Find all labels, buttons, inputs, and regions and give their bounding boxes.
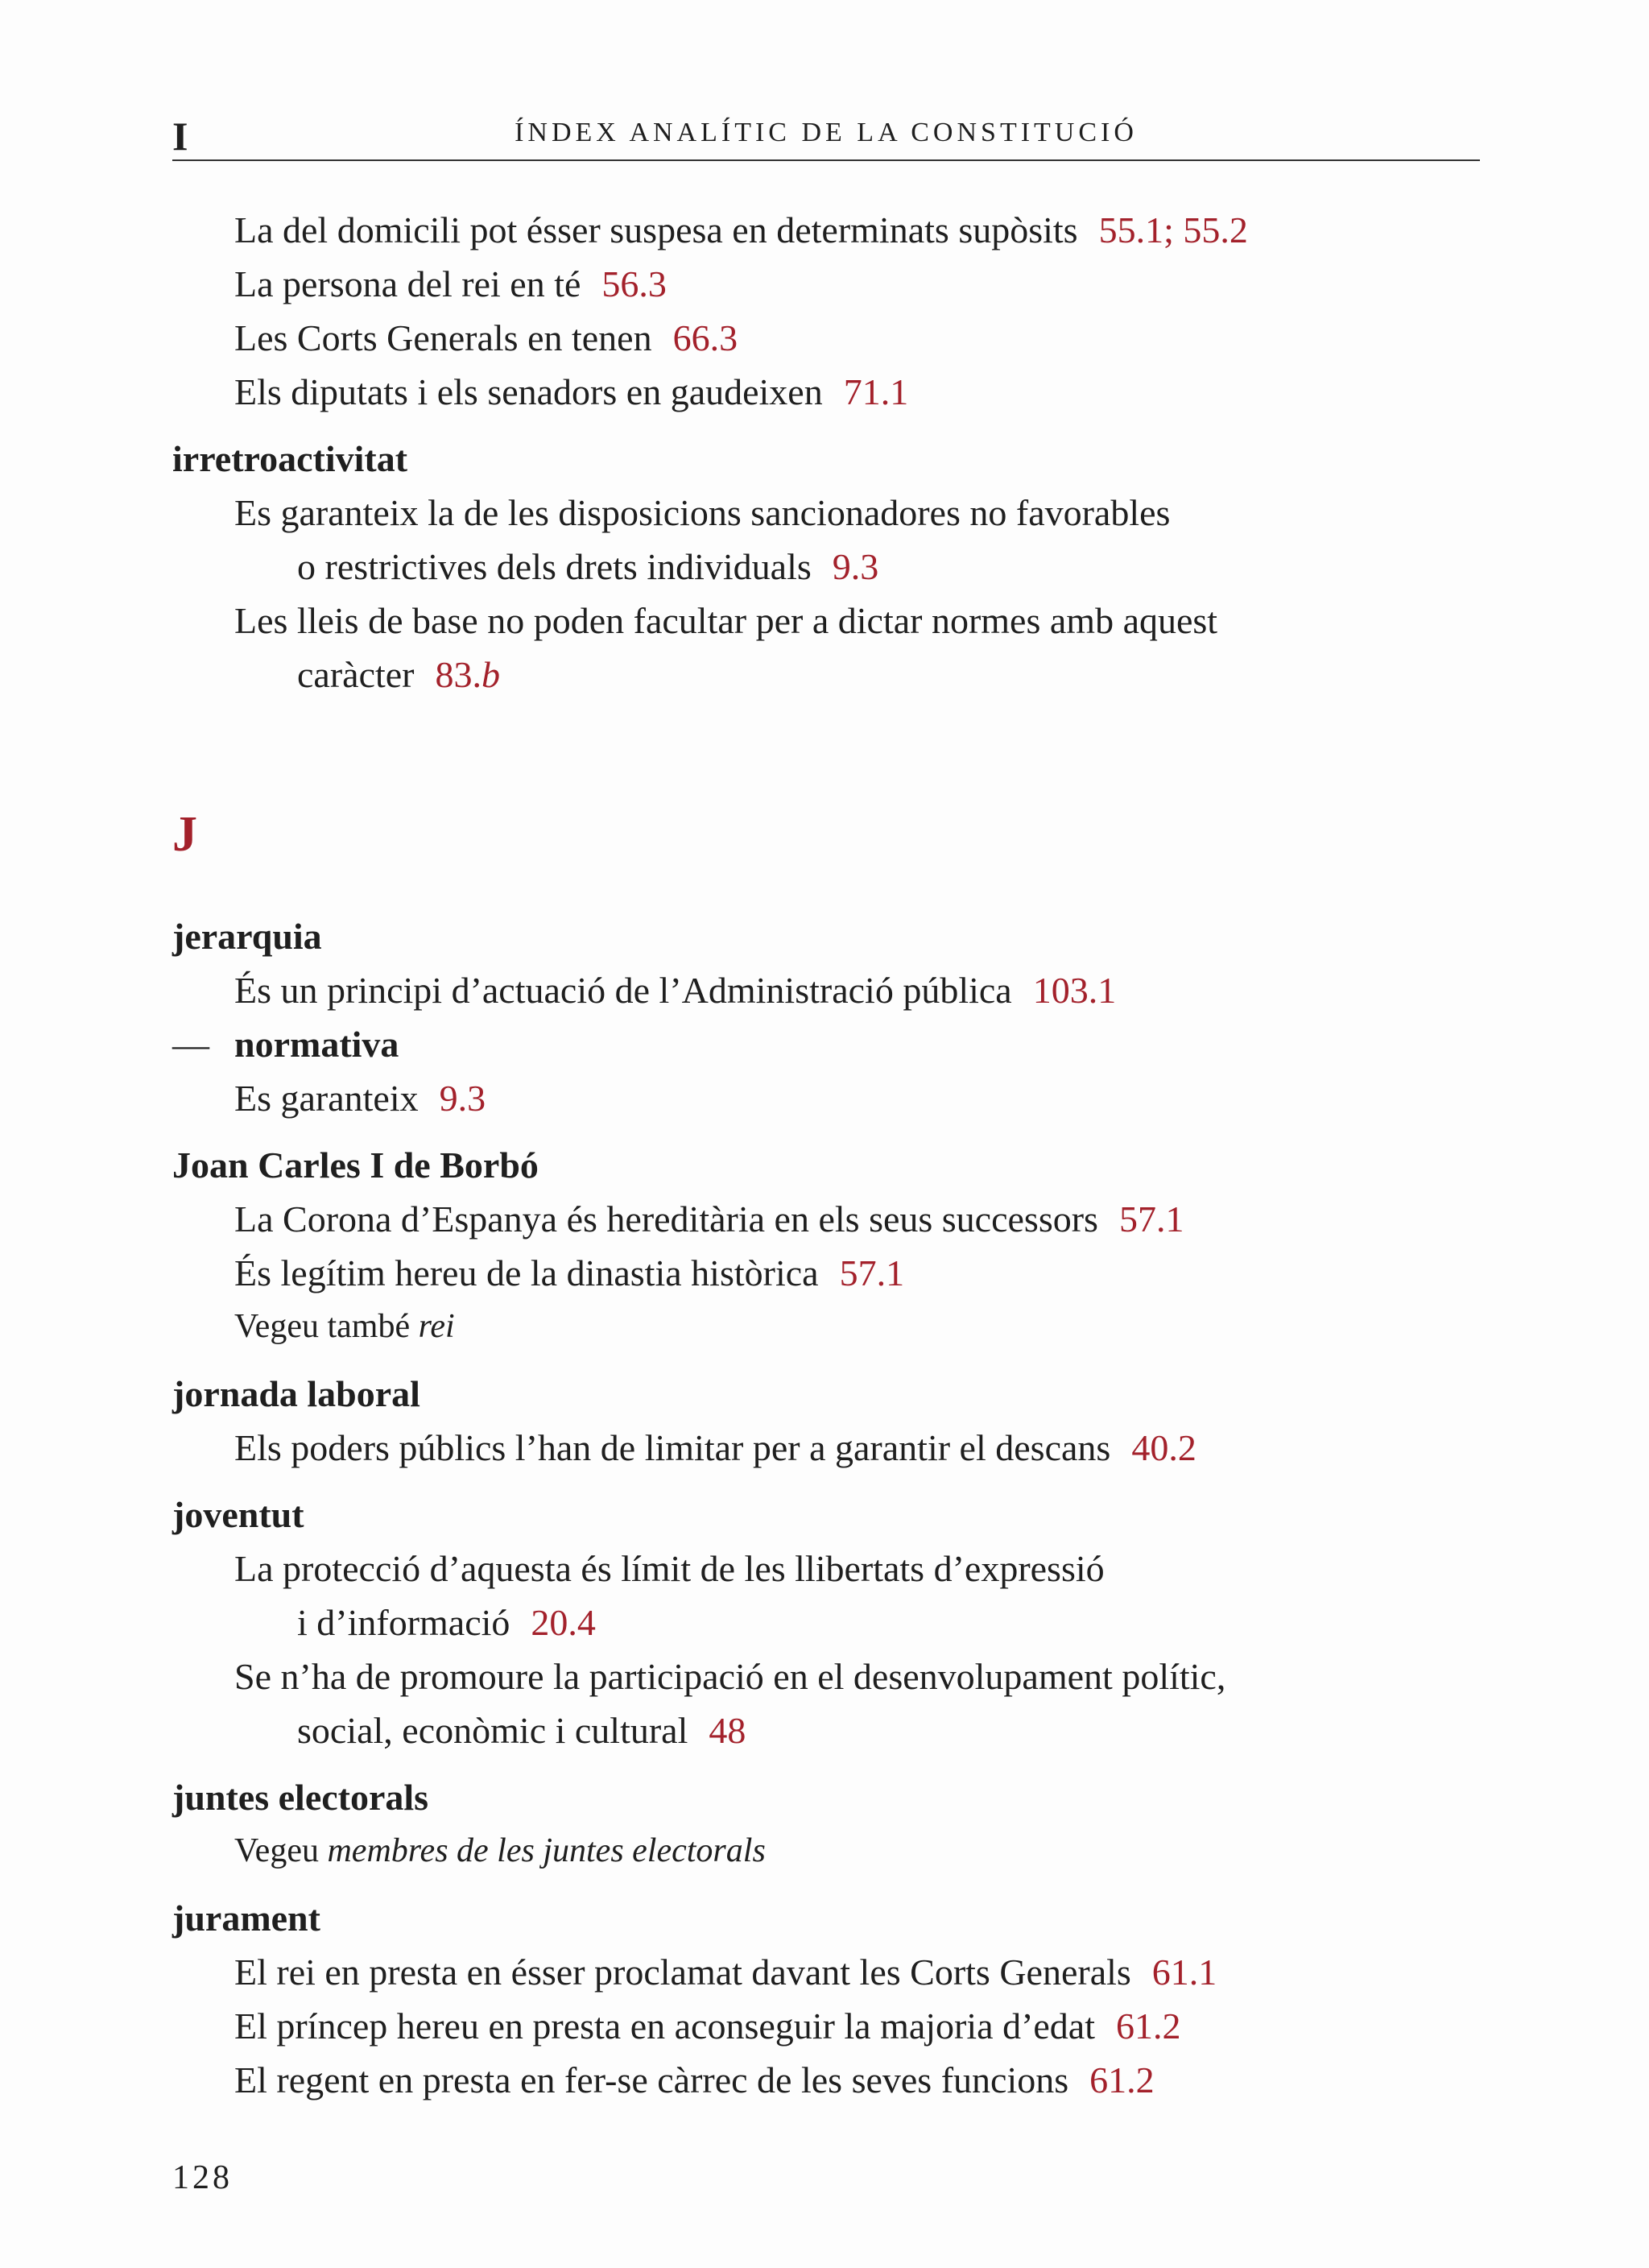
see-also — [172, 1300, 1480, 1354]
index-line — [172, 1246, 1480, 1300]
subentry-dash: — — [172, 1024, 209, 1065]
article-ref: 9.3 — [832, 546, 879, 587]
article-ref: 57.1 — [839, 1252, 905, 1293]
index-line-text: El príncep hereu en presta en aconseguir la majoria d’edat — [234, 2005, 1096, 2047]
index-line — [172, 1999, 1480, 2053]
index-line — [172, 963, 1480, 1017]
article-ref — [436, 654, 501, 695]
index-line: La protecció d’aquesta és límit de les llibertats d’expressió — [234, 1548, 1105, 1589]
index-line-text: Es garanteix — [234, 1078, 419, 1119]
entry-term: irretroactivitat — [172, 438, 408, 479]
index-line-text: i d’informació — [297, 1602, 510, 1643]
article-ref: 9.3 — [439, 1078, 486, 1119]
see-also — [172, 1824, 1480, 1878]
entry-term: juntes electorals — [172, 1777, 429, 1818]
index-line-text: El regent en presta en fer-se càrrec de les seves funcions — [234, 2059, 1069, 2100]
index-line: Se n’ha de promoure la participació en el desenvolupament polític, — [234, 1656, 1226, 1697]
entry-term: joventut — [172, 1494, 304, 1535]
index-line — [172, 2053, 1480, 2107]
see-also-target: rei — [418, 1308, 455, 1345]
index-line-text: El rei en presta en ésser proclamat davant les Corts Generals — [234, 1951, 1131, 1993]
index-line-text: Els poders públics l’han de limitar per a garantir el descans — [234, 1427, 1111, 1468]
entry-term: jerarquia — [172, 916, 322, 957]
article-ref: 61.2 — [1116, 2005, 1181, 2047]
subentry-term-text: normativa — [234, 1024, 399, 1065]
index-line-text: Els diputats i els senadors en gaudeixen — [234, 371, 823, 412]
article-ref-number: 83. — [435, 654, 482, 695]
section-letter: J — [172, 807, 197, 862]
index-line — [172, 1071, 1480, 1125]
entry-term: Joan Carles I de Borbó — [172, 1144, 539, 1186]
index-line-text: És un principi d’actuació de l’Administració pública — [234, 970, 1012, 1011]
index-line-continued — [172, 540, 1480, 594]
entry-term: jurament — [172, 1898, 320, 1939]
see-also-target: membres de les juntes electorals — [327, 1832, 766, 1869]
article-ref-letter: b — [481, 654, 501, 695]
index-line-text: La persona del rei en té — [234, 263, 581, 304]
subentry-term — [172, 1017, 1480, 1071]
article-ref: 61.1 — [1151, 1951, 1217, 1993]
index-line — [172, 365, 1480, 419]
running-head — [172, 113, 1480, 161]
article-ref: 61.2 — [1089, 2059, 1155, 2100]
article-ref: 71.1 — [843, 371, 909, 412]
header-rule — [172, 159, 1480, 161]
index-line — [172, 1945, 1480, 1999]
index-line-text: social, econòmic i cultural — [297, 1710, 688, 1751]
index-line-continued — [172, 1703, 1480, 1757]
index-line-text: És legítim hereu de la dinastia històrica — [234, 1252, 819, 1293]
index-line — [172, 311, 1480, 365]
article-ref: 55.1; 55.2 — [1098, 209, 1248, 250]
index-line — [172, 257, 1480, 311]
index-line: Les lleis de base no poden facultar per a dictar normes amb aquest — [234, 600, 1218, 641]
entry-term: jornada laboral — [172, 1373, 420, 1414]
index-line — [172, 1421, 1480, 1475]
article-ref: 48 — [709, 1710, 746, 1751]
index-line-text: Les Corts Generals en tenen — [234, 317, 652, 358]
index-line-text: o restrictives dels drets individuals — [297, 546, 812, 587]
index-line-text: La Corona d’Espanya és hereditària en els seus successors — [234, 1198, 1098, 1240]
index-line-text: caràcter — [297, 654, 415, 695]
index-line — [172, 203, 1480, 257]
article-ref: 20.4 — [531, 1602, 596, 1643]
article-ref: 56.3 — [601, 263, 667, 304]
article-ref: 103.1 — [1032, 970, 1117, 1011]
article-ref: 57.1 — [1118, 1198, 1184, 1240]
index-line — [172, 1192, 1480, 1246]
index-line: Es garanteix la de les disposicions sancionadores no favorables — [234, 492, 1171, 533]
running-head-title: ÍNDEX ANALÍTIC DE LA CONSTITUCIÓ — [515, 118, 1138, 147]
article-ref: 66.3 — [672, 317, 738, 358]
index-content — [172, 203, 1480, 2107]
page-number: 128 — [172, 2159, 233, 2196]
index-line-continued — [172, 1595, 1480, 1649]
index-line-continued — [172, 648, 1480, 702]
see-also-prefix: Vegeu — [234, 1832, 319, 1869]
index-page — [172, 0, 1480, 2268]
running-head-letter: I — [172, 114, 188, 159]
index-line-text: La del domicili pot ésser suspesa en determinats supòsits — [234, 209, 1078, 250]
see-also-prefix: Vegeu també — [234, 1308, 411, 1345]
article-ref: 40.2 — [1131, 1427, 1196, 1468]
